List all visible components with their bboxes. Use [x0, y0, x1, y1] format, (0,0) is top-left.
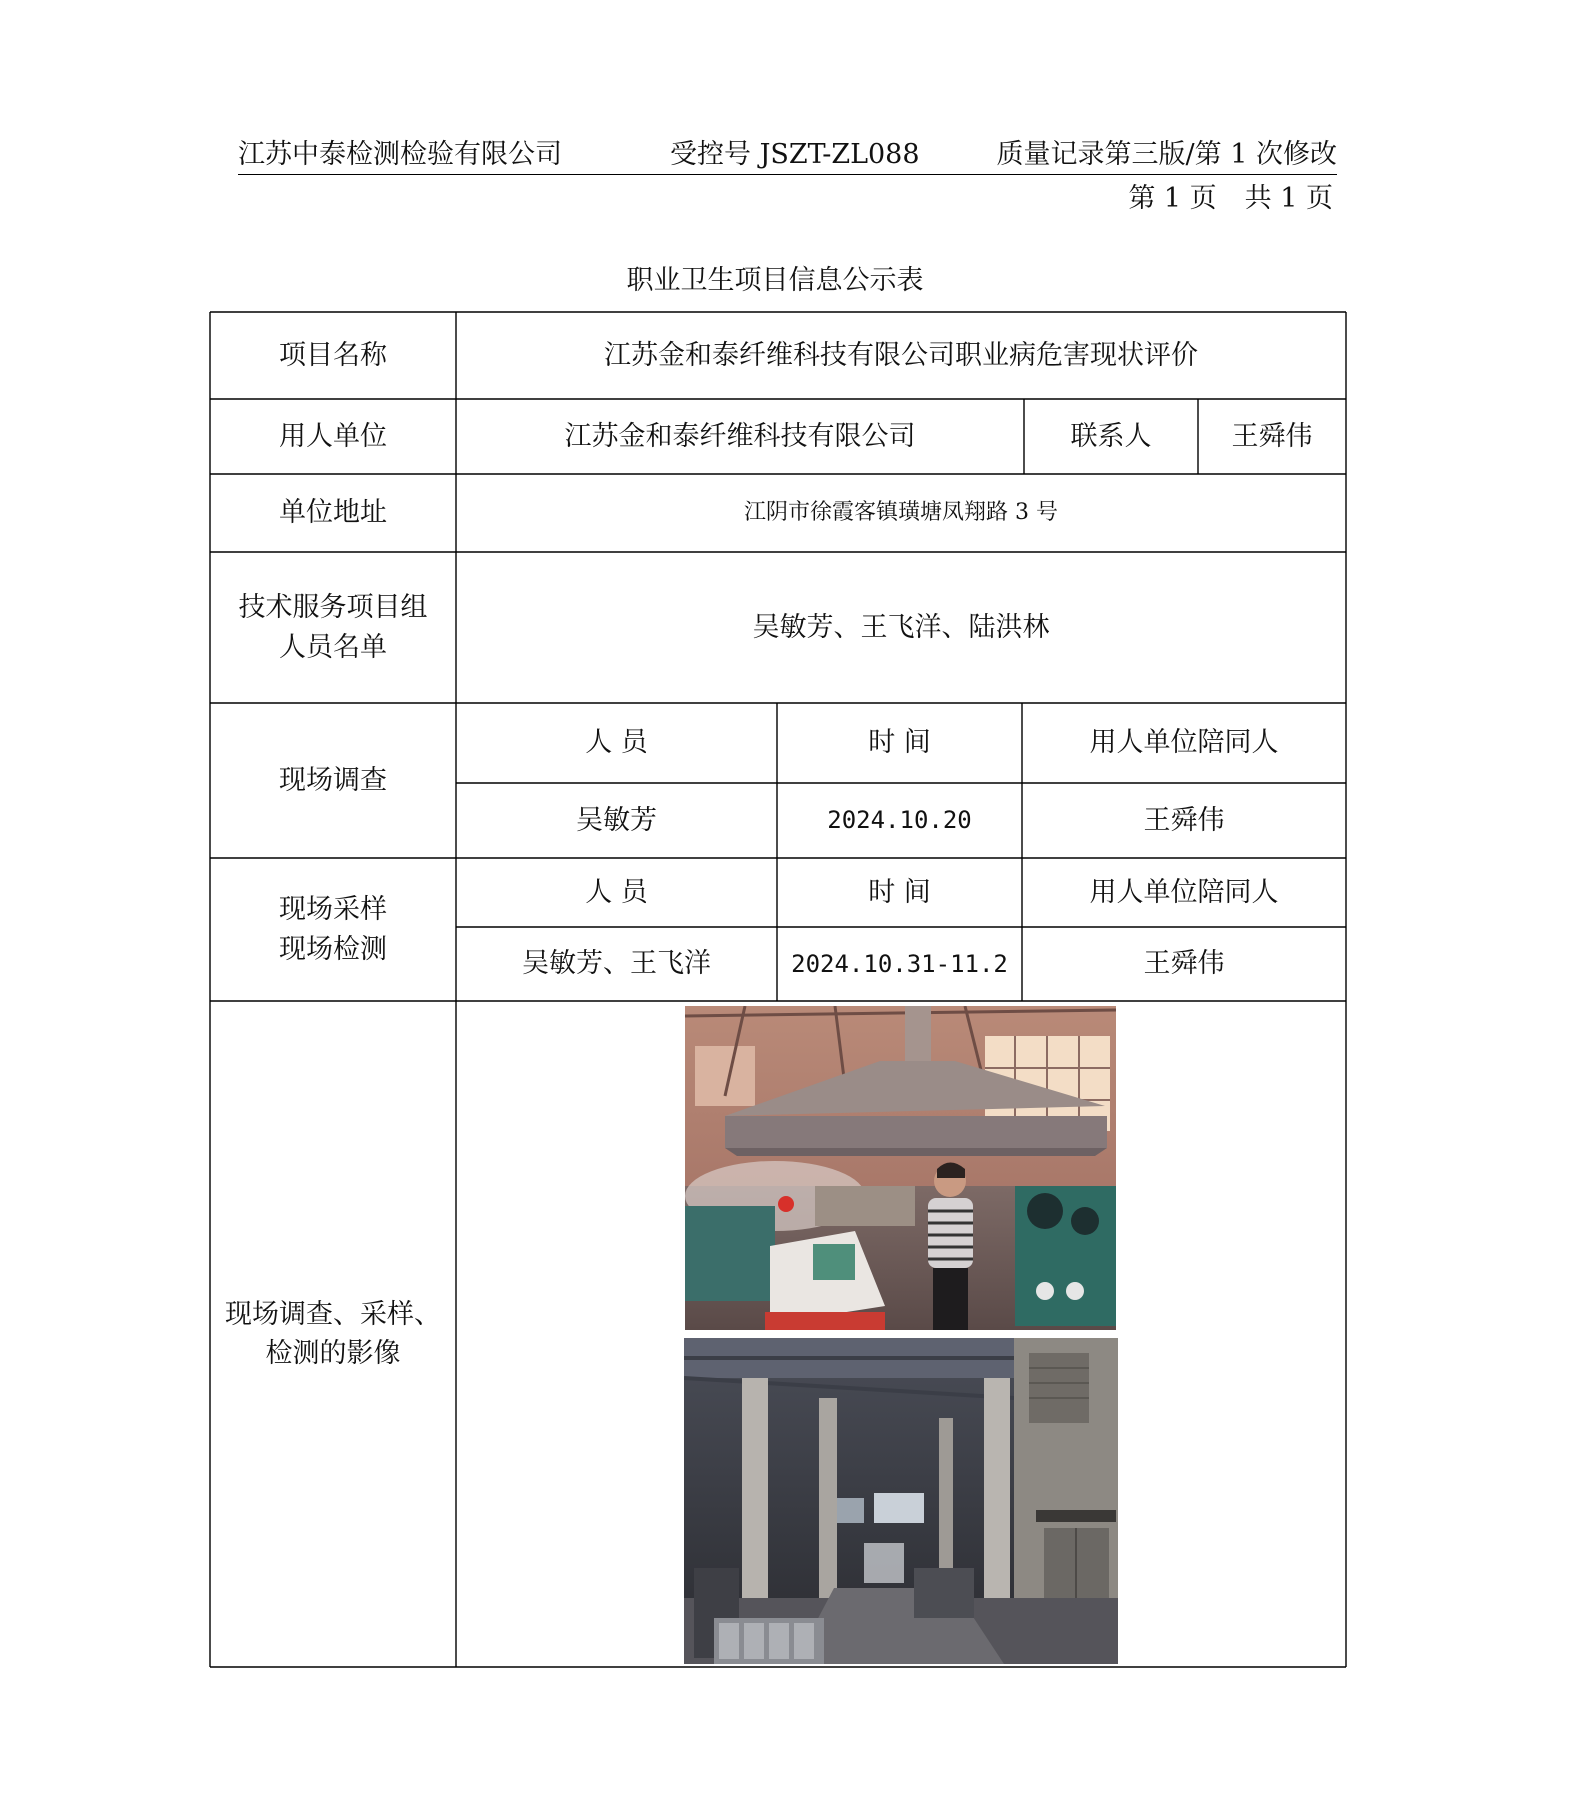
sampling-escort: 王舜伟	[1143, 948, 1225, 980]
images-label-line1: 现场调查、采样、	[225, 1298, 441, 1330]
document-title: 职业卫生项目信息公示表	[626, 265, 924, 296]
survey-person: 吴敏芳	[576, 804, 657, 836]
team-value: 吴敏芳、王飞洋、陆洪林	[752, 611, 1050, 643]
project-name-value: 江苏金和泰纤维科技有限公司职业病危害现状评价	[604, 339, 1198, 371]
employer-value: 江苏金和泰纤维科技有限公司	[564, 420, 916, 452]
images-label	[210, 1001, 456, 1667]
employer-label: 用人单位	[279, 420, 387, 452]
images-label-line2: 检测的影像	[265, 1338, 401, 1369]
team-label-line1: 技术服务项目组	[238, 592, 428, 624]
site-sampling-photo-graphic	[684, 1338, 1118, 1664]
team-label	[210, 552, 456, 703]
page-total: 共 1 页	[1244, 183, 1333, 214]
survey-label: 现场调查	[279, 764, 387, 796]
project-name-label: 项目名称	[279, 339, 387, 371]
site-survey-photo-graphic	[685, 1006, 1116, 1330]
survey-col-time: 时 间	[868, 727, 931, 759]
header-quality-record: 质量记录第三版/第 1 次修改	[996, 139, 1337, 170]
contact-label: 联系人	[1070, 420, 1152, 452]
page-number	[1128, 176, 1333, 215]
survey-time: 2024.10.20	[827, 806, 972, 835]
survey-col-escort: 用人单位陪同人	[1089, 727, 1279, 759]
header-company: 江苏中泰检测检验有限公司	[238, 139, 562, 170]
contact-value: 王舜伟	[1231, 420, 1313, 452]
team-label-line2: 人员名单	[279, 631, 387, 663]
address-value: 江阴市徐霞客镇璜塘凤翔路 3 号	[744, 500, 1058, 526]
sampling-col-escort: 用人单位陪同人	[1089, 876, 1279, 908]
sampling-col-person: 人 员	[585, 876, 648, 908]
sampling-label-line1: 现场采样	[279, 894, 387, 926]
header-divider	[238, 174, 1337, 175]
sampling-time: 2024.10.31-11.2	[791, 949, 1008, 978]
site-survey-photo	[685, 1006, 1116, 1330]
sampling-col-time: 时 间	[868, 876, 931, 908]
header-control-number: 受控号 JSZT-ZL088	[670, 139, 920, 170]
survey-col-person: 人 员	[585, 727, 648, 759]
sampling-person: 吴敏芳、王飞洋	[522, 948, 711, 980]
sampling-label-line2: 现场检测	[279, 933, 387, 965]
site-sampling-photo	[684, 1338, 1118, 1664]
page-current: 第 1 页	[1128, 183, 1217, 214]
sampling-label	[210, 858, 456, 1001]
address-label: 单位地址	[279, 497, 387, 529]
survey-escort: 王舜伟	[1143, 804, 1225, 836]
